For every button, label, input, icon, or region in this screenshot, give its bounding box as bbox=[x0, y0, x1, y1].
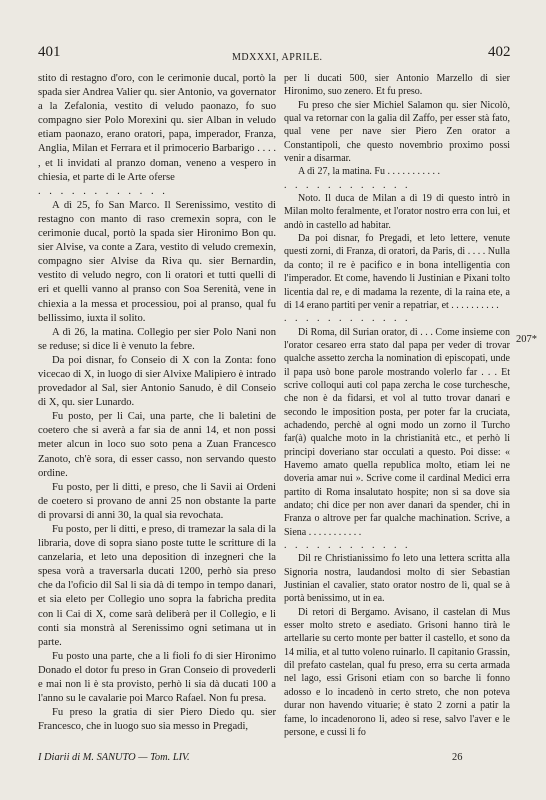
paragraph: A dì 27, la matina. Fu . . . . . . . . . . . bbox=[298, 166, 440, 178]
paragraph: Dil re Christianissimo fo leto una lettera scritta alla Signoria nostra, laudandosi molto di sier Sebastian Justinian el cavalier, stato orator nostro de lì, qual se à portà benissimo, ut in ea. bbox=[284, 553, 510, 605]
paragraph: Da poi disnar, fo Pregadi, et leto lettere, venute questi zorni, di Franza, di oratori, da Paris, di . . . . Nulla da conto; il re è pacifico e in bona intelligentia con l'imperador. Et come, havendo li Justinian e Pixani tolto licentia dal re, e di madama la rezente, di la raina ete, a di 14 erano partiti per venir a repatriar, et . . . . . . . . . . bbox=[284, 233, 510, 311]
running-header: MDXXXI, APRILE. bbox=[232, 52, 323, 63]
page-number-right: 402 bbox=[488, 44, 511, 60]
paragraph: Fu preso che sier Michiel Salamon qu. sier Nicolò, qual va retornar con la galia dil Zaffo, per esser stà fato, qual vene per nave sier Piero Zen orator a Constantipoli, che questo novembrio proximo possi venir a disarmar. bbox=[284, 99, 510, 165]
paragraph: per li ducati 500, sier Antonio Marzello di sier Hironimo, suo zenero. Et fu preso. bbox=[284, 73, 510, 98]
paragraph: stito di restagno d'oro, con le cerimonie ducal, portò la spada sier Andrea Valier qu. sier Antonio, va governator a la Zefalonia, vestito di veludo paonazo, fo suo compagno sier Polo Morexini qu. sier Alban in veludo etiam paonazo, erano oratori, papa, imperador, Franza, Anglia, Milan et Ferrara et il primocerio Barbarigo . . . . , et li invidati al pranzo doman, veneno a vespero in chiesia, et parte di le Arte oferse bbox=[38, 73, 276, 183]
right-column bbox=[284, 72, 510, 739]
paragraph: Fu posto una parte, che a li fioli fo di sier Hironimo Donado el dotor fu preso in Gran Conseio di provederli e mai non li è sta provisto, perhò li sia dà ducati 100 a l'anno su le cavalarie poi Marco Rafael. Non fu presa. bbox=[38, 650, 276, 705]
left-column bbox=[38, 72, 276, 734]
footer-right: 26 bbox=[452, 752, 463, 763]
footer-left: I Diarii di M. SANUTO — Tom. LIV. bbox=[38, 752, 190, 763]
paragraph: . . . . . . . . . . . . bbox=[284, 540, 411, 552]
paragraph: A dì 25, fo San Marco. Il Serenissimo, vestito di restagno con manto di raso cremexin sopra, con le cerimonie ducal, portò la spada sier Hironimo Bon qu. sier Alvise, va conte a Zara, vestito di veludo cremexin, compagno sier Alvise da Riva qu. sier Bernardin, vestito di veludo negro, con li oratori et tutti quelli di eri et quelli vanno al pranso con Soa Serenità, vene in chiexia a la messa et processiou, poi al pranso, qual fu bellissimo, iuxta il solito. bbox=[38, 199, 276, 324]
paragraph: . . . . . . . . . . . . bbox=[284, 313, 411, 325]
paragraph: . . . . . . . . . . . . bbox=[38, 185, 168, 197]
paragraph: Fu posto, per li Cai, una parte, che li baletini de coetero che si averà a far sia de anni 14, et non possi meter alcun in loco suo soto pena a Zuan Francesco Zanoto, ch'è sora, di esser casso, non servando questo ordine. bbox=[38, 411, 276, 479]
paragraph: Di retori di Bergamo. Avisano, il castelan di Mus esser molto streto e asediato. Grisoni hanno tirà le artellarie su certo monte per batter il castello, et sono da 14 milia, et al tutto voleno ruinarlo. Il capitanio Grassin, dil prefato castelan, qual fu preso, erra su certa armada nel lago, essi Grisoni etiam con so barche li fonno adosso e lo incadenò in certo streto, che non poteva durar non havendo vituarie; è stato 2 zorni a patir la fame, lo incadenorono li, adeo si rese, salvo l'aver e le persone, e cussi li fo bbox=[284, 606, 510, 738]
paragraph: Noto. Il duca de Milan a dì 19 di questo intrò in Milan molto feralmente, et l'orator nostro erra con lui, et andò in castello ad habitar. bbox=[284, 193, 510, 231]
paragraph: Fu preso la gratia di sier Piero Diedo qu. sier Francesco, che in luogo suo sia messo in Pregadi, bbox=[38, 707, 276, 733]
paragraph: Fu posto, per li ditti, e preso, che li Savii ai Ordeni de coetero si provano de anni 25 non obstante la parte di provarsi di anni 30, la qual sia revochata. bbox=[38, 481, 276, 521]
page-number-left: 401 bbox=[38, 44, 61, 60]
paragraph: Da poi disnar, fo Conseio di X con la Zonta: fono vicecao di X, in luogo di sier Alvixe Malipiero è intrado provedador al Sal, sier Antonio Sanudo, è dil Conseio di X, qu. sier Lunardo. bbox=[38, 354, 277, 409]
paragraph: Fu posto, per li ditti, e preso, di tramezar la sala di la libraria, dove di sopra siano poste tutte le scritture di la canzelaria, et leto una deposition di inzegneri che la spesa vorà a traversarla ducati 1200, perhò sia preso che da l'oficio dil Sal li sia dà di tempo in tempo danari, et sia eleto per Collegio uno sopra la fabricha predita con li Cai di X, come sarà deliberà per il Collegio, e li conti sia monstrà al Serenissimo ogni setimana ut in parte. bbox=[38, 524, 276, 648]
paragraph: . . . . . . . . . . . . bbox=[284, 179, 411, 191]
paragraph: Di Roma, dil Surian orator, di . . . Come insieme con l'orator cesareo erra stato dal papa per veder di trovar qualche assetto zercha la nomination di episcopati, unde il papa usò bone parole mostrando volerlo far . . . Et scrive colloqui auti col papa zercha le cose turchesche, che non è da fidarsi, et vol al tutto trovar danari e secondo le imposition posta, per poter far la cruciata, achadendo, perchè al ogni modo un zorno il Turcho far(à) qualche moto in la christianità etc., et perhò li principi doveriano star occulati a questo. Poi disse: « Havemo amato quella republica molto, etiam lei ne doveria amar nui ». Scrive come il cardinal Medici erra partito di Roma insalutato hospite; non si sa dove sia andato; chi dice per non aver danari da spender, chi in Franza o altrove per far qualche machination. Scrive, a Siena . . . . . . . . . . . bbox=[284, 326, 510, 538]
margin-note: 207* bbox=[516, 334, 537, 345]
paragraph: A dì 26, la matina. Collegio per sier Polo Nani non se reduse; si dice li è venuto la febre. bbox=[38, 326, 276, 352]
